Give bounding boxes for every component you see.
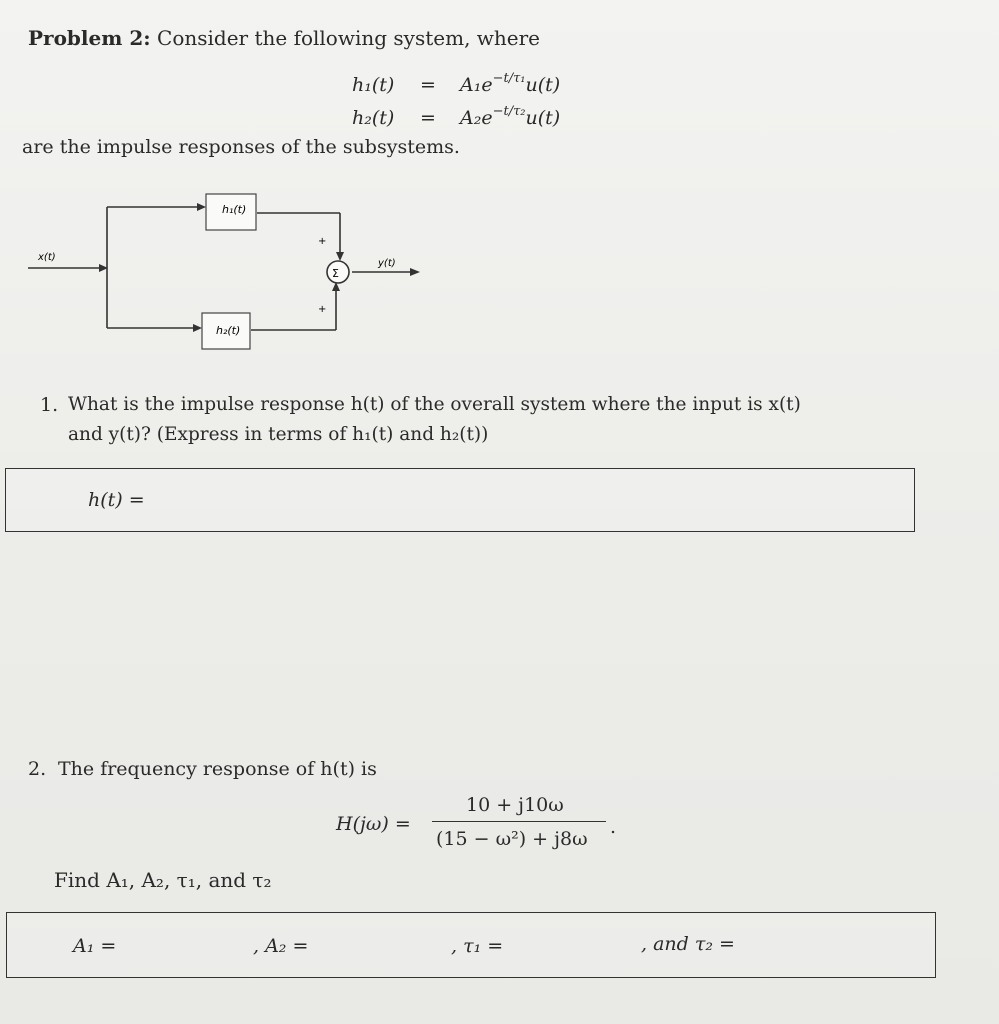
equation-h1-rhs <box>460 71 561 96</box>
equation-h1-rel: = <box>420 74 436 96</box>
top-sum-arrow <box>336 252 344 261</box>
answer-a1-label: A₁ = <box>73 935 117 957</box>
problem-intro: Consider the following system, where <box>157 26 541 50</box>
equation-h1-exponent: −t/τ₁ <box>492 71 526 86</box>
answer-tau1-label: , τ₁ = <box>451 935 504 957</box>
question2-number: 2. <box>28 758 47 780</box>
question1-number: 1. <box>40 394 59 416</box>
output-label: y(t) <box>378 258 396 269</box>
question1-line2: and y(t)? (Express in terms of h₁(t) and h₂(t)) <box>68 424 489 445</box>
top-block-label: h₁(t) <box>222 203 247 216</box>
frequency-response-period: . <box>610 816 617 838</box>
equation-h2-step: u(t) <box>525 107 561 129</box>
equation-h2-rhs <box>460 104 561 129</box>
subsystem-sentence: are the impulse responses of the subsystems. <box>22 136 460 158</box>
bottom-block-label: h₂(t) <box>216 324 241 337</box>
top-branch-arrow <box>197 203 206 211</box>
answer-a2-label: , A₂ = <box>253 935 309 957</box>
bottom-branch-arrow <box>193 324 202 332</box>
plus-bottom: + <box>318 304 327 315</box>
frequency-response-numerator: 10 + j10ω <box>466 794 564 816</box>
answer-box-parameters[interactable] <box>6 912 936 978</box>
equation-h1-base: A₁e <box>460 74 493 96</box>
question2-text: The frequency response of h(t) is <box>58 758 377 780</box>
input-label: x(t) <box>38 252 56 263</box>
problem-heading <box>28 26 540 50</box>
frequency-response-lhs: H(jω) = <box>336 813 411 835</box>
equation-h2-lhs: h₂(t) <box>352 107 395 129</box>
find-parameters: Find A₁, A₂, τ₁, and τ₂ <box>54 868 272 892</box>
plus-top: + <box>318 236 327 247</box>
answer-box-h[interactable] <box>5 468 915 532</box>
sum-symbol: Σ <box>332 267 339 280</box>
output-arrow <box>410 268 420 276</box>
answer-h-label: h(t) = <box>88 489 145 511</box>
equation-h1-step: u(t) <box>525 74 561 96</box>
equation-h2-base: A₂e <box>460 107 493 129</box>
fraction-bar <box>432 821 606 822</box>
frequency-response-denominator: (15 − ω²) + j8ω <box>436 828 588 850</box>
equation-h2-rel: = <box>420 107 436 129</box>
problem-label: Problem 2: <box>28 26 151 50</box>
question1-line1: What is the impulse response h(t) of the overall system where the input is x(t) <box>68 394 801 415</box>
equation-h1-lhs: h₁(t) <box>352 74 395 96</box>
block-diagram <box>20 180 440 360</box>
answer-tau2-label: , and τ₂ = <box>641 933 735 955</box>
equation-h2-exponent: −t/τ₂ <box>492 104 526 119</box>
